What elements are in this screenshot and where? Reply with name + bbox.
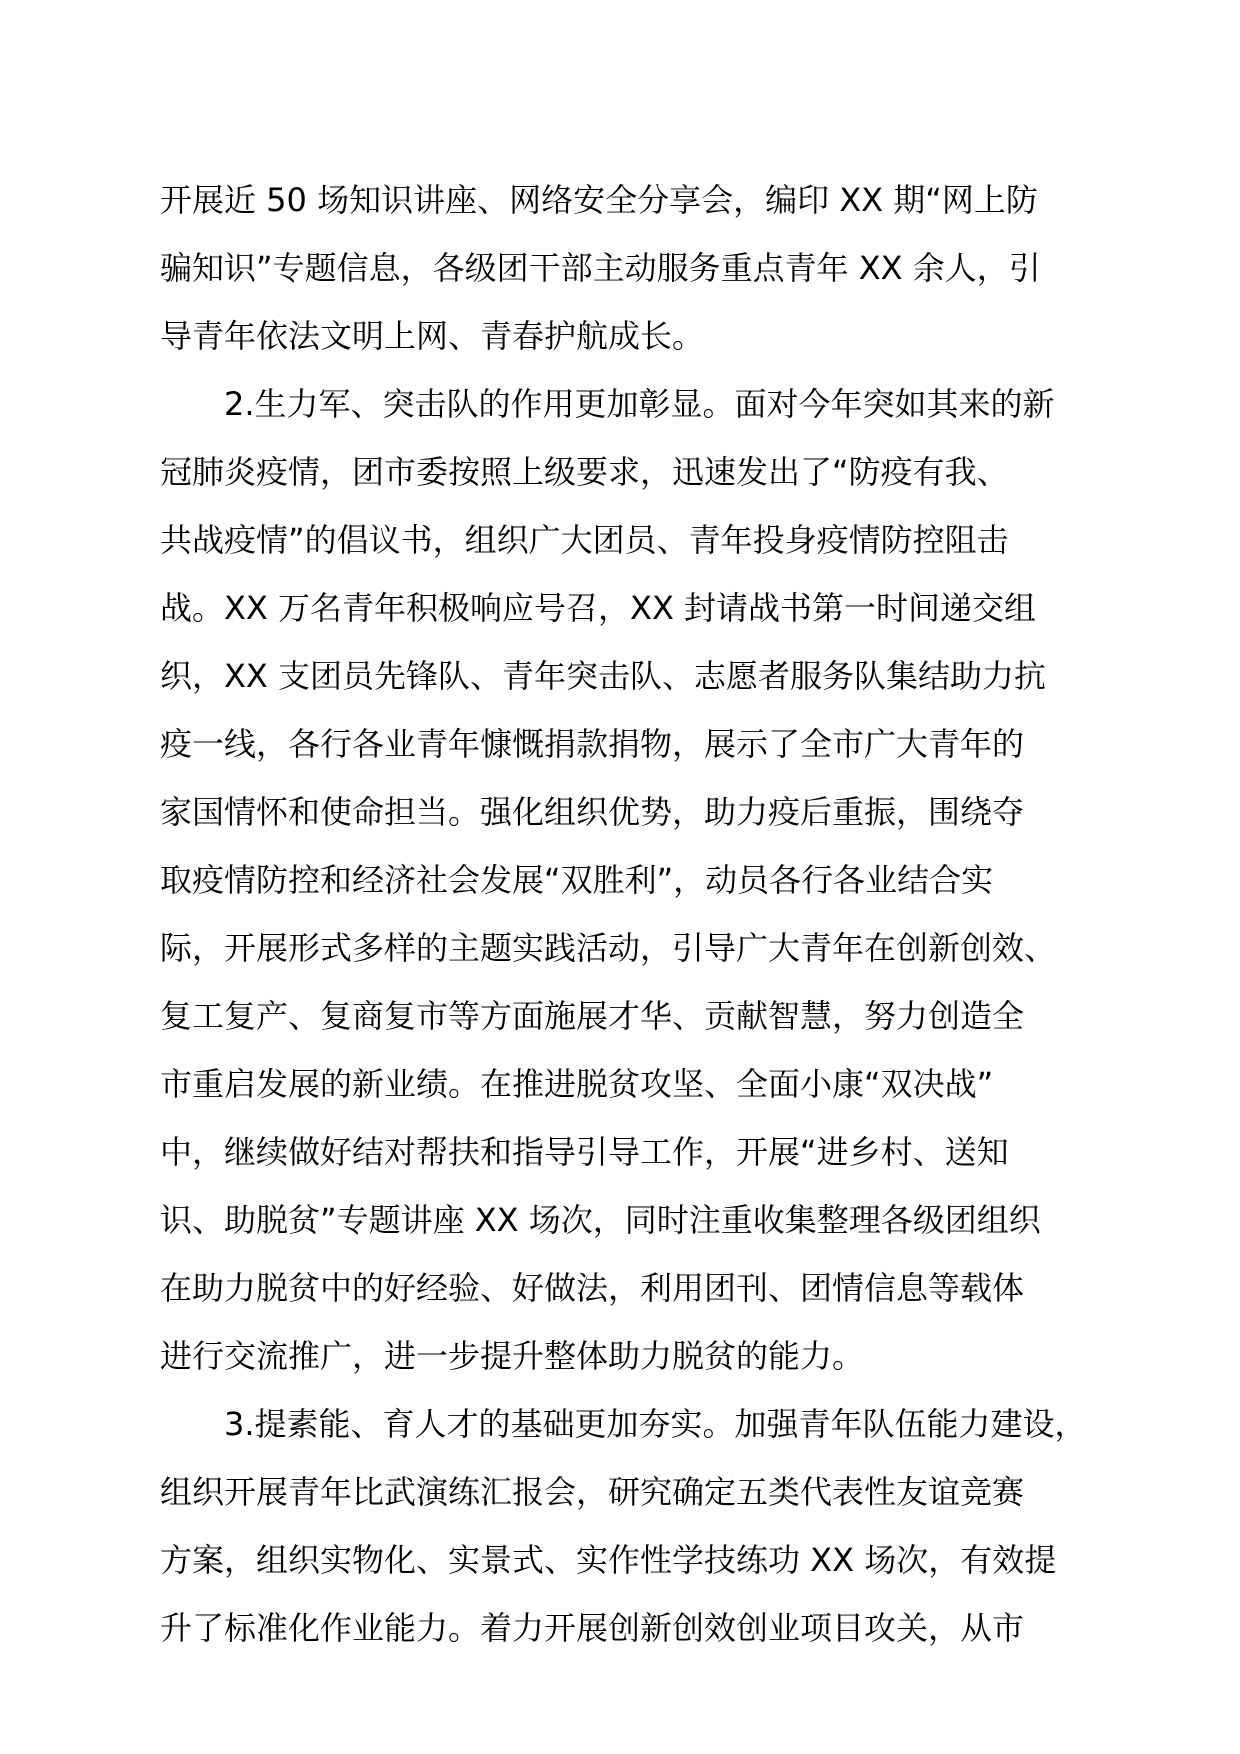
text-line-8: 织，XX 支团员先锋队、青年突击队、志愿者服务队集结助力抗 <box>160 657 1047 695</box>
section-2-heading-line: 2.生力军、突击队的作用更加彰显。面对今年突如其来的新 <box>224 385 1055 423</box>
text-line-2: 骗知识”专题信息，各级团干部主动服务重点青年 XX 余人，引 <box>160 249 1041 287</box>
text-line-17: 在助力脱贫中的好经验、好做法，利用团刊、团情信息等载体 <box>160 1269 1025 1307</box>
text-line-13: 复工复产、复商复市等方面施展才华、贡献智慧，努力创造全 <box>160 997 1025 1035</box>
text-line-21: 方案，组织实物化、实景式、实作性学技练功 XX 场次，有效提 <box>160 1541 1057 1579</box>
section-3-heading-line: 3.提素能、育人才的基础更加夯实。加强青年队伍能力建设， <box>224 1405 1087 1443</box>
text-line-18: 进行交流推广，进一步提升整体助力脱贫的能力。 <box>160 1337 865 1375</box>
text-line-16: 识、助脱贫”专题讲座 XX 场次，同时注重收集整理各级团组织 <box>160 1201 1041 1239</box>
text-line-10: 家国情怀和使命担当。强化组织优势，助力疫后重振，围绕夺 <box>160 793 1025 831</box>
text-line-1: 开展近 50 场知识讲座、网络安全分享会，编印 XX 期“网上防 <box>160 181 1038 219</box>
text-line-12: 际，开展形式多样的主题实践活动，引导广大青年在创新创效、 <box>160 929 1057 967</box>
text-line-22: 升了标准化作业能力。着力开展创新创效创业项目攻关，从市 <box>160 1609 1025 1647</box>
text-line-9: 疫一线，各行各业青年慷慨捐款捐物，展示了全市广大青年的 <box>160 725 1025 763</box>
text-line-6: 共战疫情”的倡议书，组织广大团员、青年投身疫情防控阻击 <box>160 521 1009 559</box>
text-line-11: 取疫情防控和经济社会发展“双胜利”，动员各行各业结合实 <box>160 861 994 899</box>
text-line-14: 市重启发展的新业绩。在推进脱贫攻坚、全面小康“双决战” <box>160 1065 994 1103</box>
text-line-7: 战。XX 万名青年积极响应号召，XX 封请战书第一时间递交组 <box>160 589 1037 627</box>
text-line-3: 导青年依法文明上网、青春护航成长。 <box>160 317 705 355</box>
text-line-20: 组织开展青年比武演练汇报会，研究确定五类代表性友谊竞赛 <box>160 1473 1025 1511</box>
body-text <box>160 166 1100 1662</box>
text-line-15: 中，继续做好结对帮扶和指导引导工作，开展“进乡村、送知 <box>160 1133 1009 1171</box>
text-line-5: 冠肺炎疫情，团市委按照上级要求，迅速发出了“防疫有我、 <box>160 453 1009 491</box>
